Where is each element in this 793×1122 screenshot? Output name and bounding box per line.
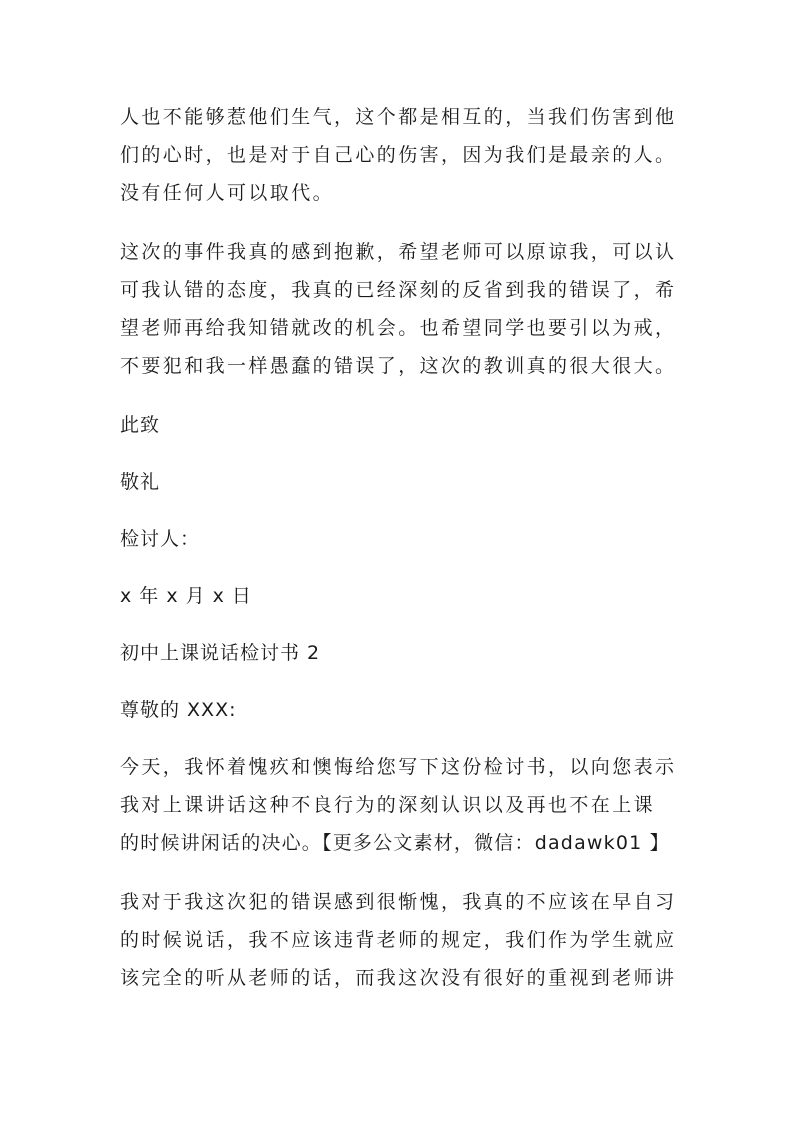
section-title: 初中上课说话检讨书 2: [120, 642, 321, 664]
closing-date: x 年 x 月 x 日: [120, 585, 252, 607]
closing-signer: 检讨人：: [120, 528, 201, 550]
text-line: 望老师再给我知错就改的机会。也希望同学也要引以为戒，: [120, 317, 677, 339]
text-line: 不要犯和我一样愚蠢的错误了，这次的教训真的很大很大。: [120, 355, 677, 377]
text-line: 的时候讲闲话的决心。【更多公文素材，微信：dadawk01 】: [120, 832, 670, 854]
text-line: 们的心时，也是对于自己心的伤害，因为我们是最亲的人。: [120, 144, 677, 166]
text-line: 我对于我这次犯的错误感到很惭愧，我真的不应该在早自习: [120, 891, 677, 913]
text-line: 今天，我怀着愧疚和懊悔给您写下这份检讨书，以向您表示: [120, 756, 677, 778]
text-line: 该完全的听从老师的话，而我这次没有很好的重视到老师讲: [120, 967, 677, 989]
document-page: [120, 98, 680, 1018]
text-line: 这次的事件我真的感到抱歉，希望老师可以原谅我，可以认: [120, 241, 677, 263]
paragraph-4: [120, 883, 680, 997]
text-line: 没有任何人可以取代。: [120, 182, 335, 204]
text-line: 我对上课讲话这种不良行为的深刻认识以及再也不在上课: [120, 794, 656, 816]
paragraph-3: [120, 748, 680, 862]
paragraph-1: [120, 98, 680, 212]
closing-regards: 敬礼: [120, 471, 161, 493]
section-greeting: 尊敬的 XXX:: [120, 699, 237, 721]
paragraph-2: [120, 233, 680, 385]
text-line: 可我认错的态度，我真的已经深刻的反省到我的错误了，希: [120, 279, 677, 301]
text-line: 的时候说话，我不应该违背老师的规定，我们作为学生就应: [120, 929, 677, 951]
closing-salutation: 此致: [120, 414, 161, 436]
text-line: 人也不能够惹他们生气，这个都是相互的，当我们伤害到他: [120, 106, 677, 128]
